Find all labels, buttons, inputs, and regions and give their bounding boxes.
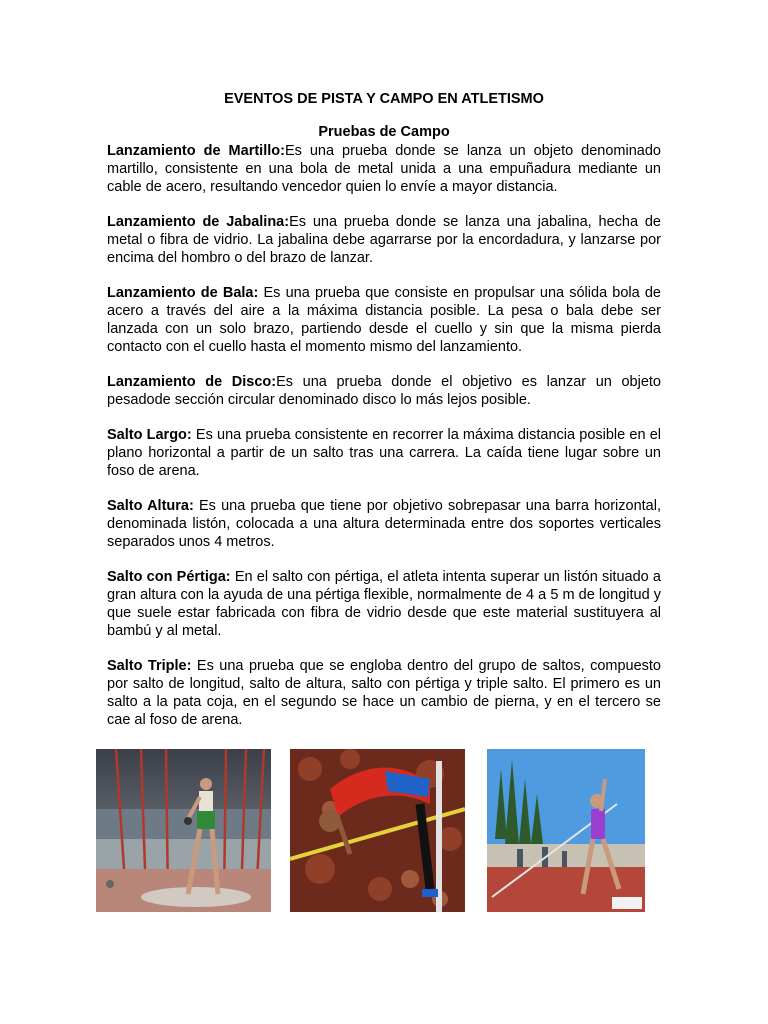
entry-text: Es una prueba que se engloba dentro del grupo de saltos, compuesto por salto de longitud, salto de altura, salto con pértiga y triple salto. El primero es un salto a la pata coja, en el segundo se hace un cambio de pierna, y en el tercero se cae al foso de arena. bbox=[107, 658, 661, 728]
entry-term: Salto Altura: bbox=[107, 498, 194, 514]
entry-bala bbox=[107, 284, 661, 356]
entry-term: Salto con Pértiga: bbox=[107, 569, 231, 585]
javelin-throw-photo bbox=[487, 749, 645, 912]
entries-list bbox=[107, 142, 661, 746]
entry-salto-largo bbox=[107, 426, 661, 480]
entry-term: Salto Largo: bbox=[107, 427, 192, 443]
section-subtitle: Pruebas de Campo bbox=[318, 124, 450, 140]
entry-term: Lanzamiento de Bala: bbox=[107, 285, 259, 301]
entry-salto-altura bbox=[107, 497, 661, 551]
entry-term: Lanzamiento de Martillo: bbox=[107, 143, 285, 159]
high-jump-photo bbox=[290, 749, 465, 912]
entry-martillo bbox=[107, 142, 661, 196]
entry-term: Salto Triple: bbox=[107, 658, 192, 674]
entry-text: Es una prueba donde se lanza un objeto denominado martillo, consistente en una bola de metal unida a una empuñadura mediante un cable de acero, resultando vencedor quien lo envíe a mayor distancia. bbox=[107, 143, 661, 195]
document-title: EVENTOS DE PISTA Y CAMPO EN ATLETISMO bbox=[224, 91, 544, 107]
entry-term: Lanzamiento de Jabalina: bbox=[107, 214, 290, 230]
entry-salto-pertiga bbox=[107, 568, 661, 640]
entry-text: Es una prueba donde se lanza una jabalina, hecha de metal o fibra de vidrio. La jabalina debe agarrarse por la encordadura, y lanzarse por encima del hombro o del brazo de lanzar. bbox=[107, 214, 661, 266]
entry-text: En el salto con pértiga, el atleta intenta superar un listón situado a gran altura con la ayuda de una pértiga flexible, normalmente de 4 a 5 m de longitud y que suele estar fabricada con fibra de vidrio desde que este material sustituyera al bambú y al metal. bbox=[107, 569, 661, 639]
entry-text: Es una prueba consistente en recorrer la máxima distancia posible en el plano horizontal a partir de un salto tras una carrera. La caída tiene lugar sobre un foso de arena. bbox=[107, 427, 661, 479]
entry-term: Lanzamiento de Disco: bbox=[107, 374, 277, 390]
entry-disco bbox=[107, 373, 661, 409]
entry-text: Es una prueba donde el objetivo es lanzar un objeto pesadode sección circular denominado disco lo más lejos posible. bbox=[107, 374, 661, 408]
entry-jabalina bbox=[107, 213, 661, 267]
entry-text: Es una prueba que tiene por objetivo sobrepasar una barra horizontal, denominada listón, colocada a una altura determinada entre dos soportes verticales separados unos 4 metros. bbox=[107, 498, 661, 550]
entry-text: Es una prueba que consiste en propulsar una sólida bola de acero a través del aire a la máxima distancia posible. La pesa o bala debe ser lanzada con un solo brazo, partiendo desde el cuello y sin que la misma pierda contacto con el cuello hasta el momento mismo del lanzamiento. bbox=[107, 285, 661, 355]
hammer-throw-photo bbox=[96, 749, 271, 912]
entry-salto-triple bbox=[107, 657, 661, 729]
